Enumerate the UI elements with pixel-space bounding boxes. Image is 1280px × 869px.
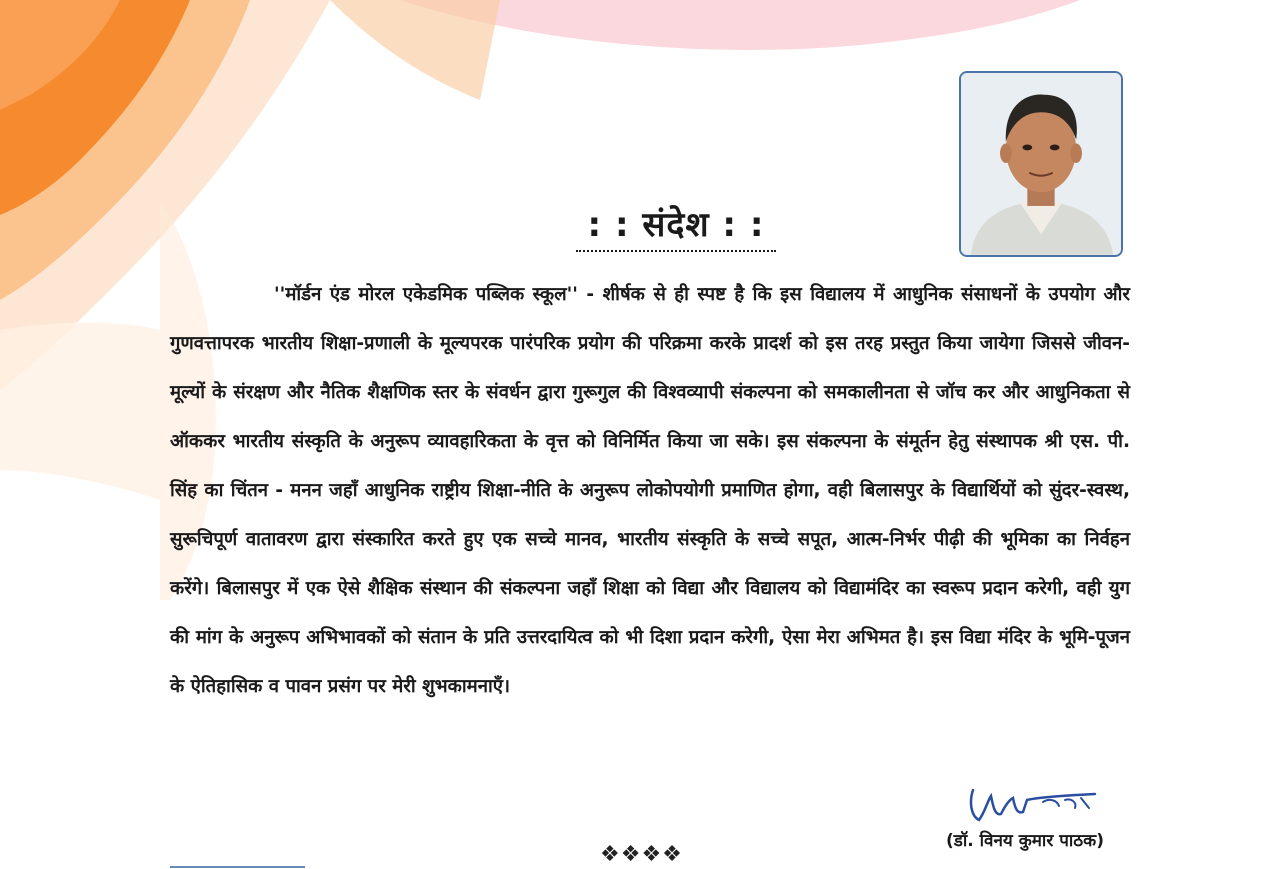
message-paragraph: ''मॉर्डन एंड मोरल एकेडमिक पब्लिक स्कूल'' - शीर्षक से ही स्पष्ट है कि इस विद्यालय में आधुनिक संसाधनों के उपयोग और गुणवत्तापरक भारतीय शिक्षा-प्रणाली के मूल्यपरक पारंपरिक प्रयोग की परिक्रमा करके प्रादर्श को इस तरह प्रस्तुत किया जायेगा जिससे जीवन-मूल्यों के संरक्षण और नैतिक शैक्षणिक स्तर के संवर्धन द्वारा गुरूगुल की विश्वव्यापी संकल्पना को समकालीनता से जॉच कर और आधुनिकता से ऑककर भारतीय संस्कृति के अनुरूप व्यावहारिकता के वृत्त को विनिर्मित किया जा सके। इस संकल्पना के संमूर्तन हेतु संस्थापक श्री एस. पी. सिंह का चिंतन - मनन जहाँ आधुनिक राष्ट्रीय शिक्षा-नीति के अनुरूप लोकोपयोगी प्रमाणित होगा, वही बिलासपुर के विद्यार्थियों को सुंदर-स्वस्थ, सुरूचिपूर्ण वातावरण द्वारा संस्कारित करते हुए एक सच्चे मानव, भारतीय संस्कृति के सच्चे सपूत, आत्म-निर्भर पीढ़ी की भूमिका का निर्वहन करेंगे। बिलासपुर में एक ऐसे शैक्षिक संस्थान की संकल्पना जहाँ शिक्षा को विद्या और विद्यालय को विद्यामंदिर का स्वरूप प्रदान करेगी, वही युग की मांग के अनुरूप अभिभावकों को संतान के प्रति उत्तरदायित्व को भी दिशा प्रदान करेगी, ऐसा मेरा अभिमत है। इस विद्या मंदिर के भूमि-पूजन के ऐतिहासिक व पावन प्रसंग पर मेरी शुभकामनाएँ। (170, 284, 1130, 697)
signatory-name: (डॉ. विनय कुमार पाठक) (946, 831, 1104, 851)
page-title: : : संदेश : : (576, 200, 776, 252)
message-body (170, 270, 1130, 711)
portrait-photo (959, 71, 1123, 257)
footer-rule (170, 866, 305, 868)
portrait-image (961, 73, 1121, 255)
signature-image (965, 784, 1105, 826)
ornament-divider: ❖❖❖❖ (600, 842, 683, 867)
